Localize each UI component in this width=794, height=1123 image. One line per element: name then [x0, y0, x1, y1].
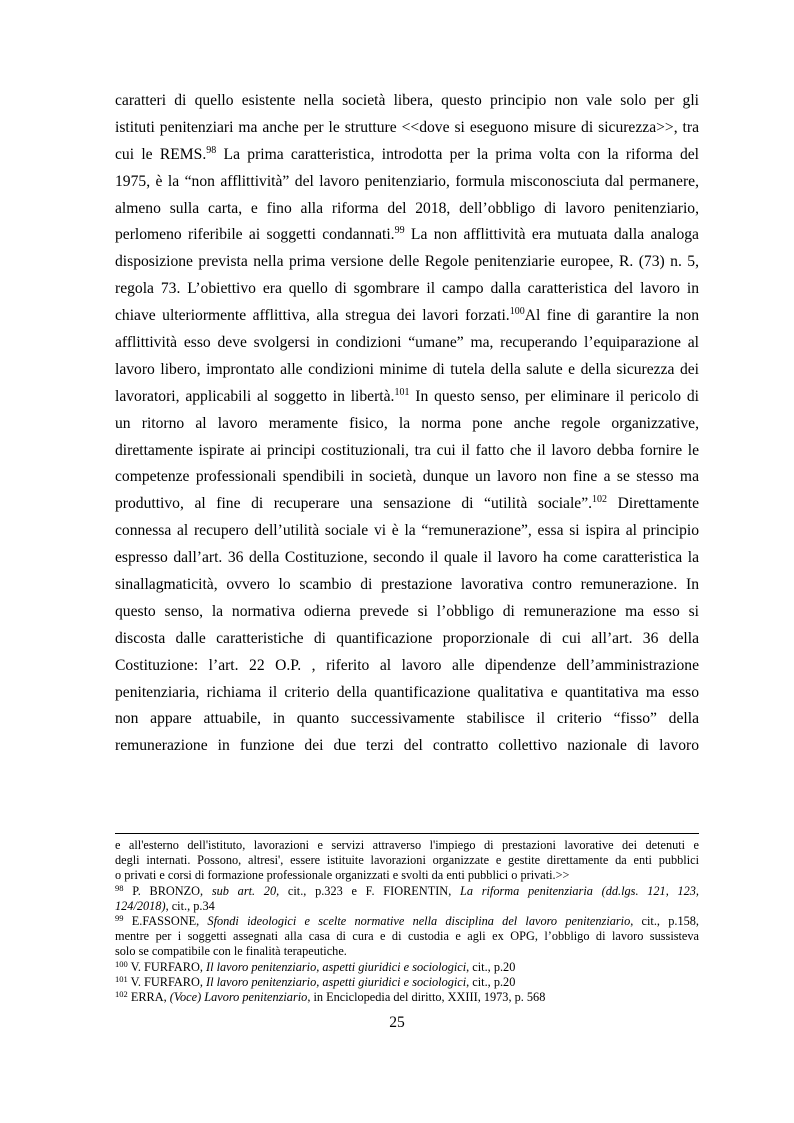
body-line: caratteri di quello esistente nella società libera, questo principio non vale solo per gli	[115, 92, 699, 109]
footnote-99: $^{99}$ E.FASSONE, Sfondi ideologici e scelte normative nella disciplina del lavoro penitenziario, cit., p.158,	[115, 913, 699, 928]
footnote-reference: 101	[394, 386, 410, 398]
body-line: un ritorno al lavoro meramente fisico, la norma pone anche regole organizzative,	[115, 414, 699, 432]
body-line: non appare attuabile, in quanto successivamente stabilisce il criterio “fisso” della	[115, 710, 699, 728]
body-line: afflittività esso deve svolgersi in condizioni “umane” ma, recuperando l’equiparazione al	[115, 334, 699, 352]
footnote-number: 100	[115, 959, 128, 969]
footnote-number: 98	[115, 883, 124, 893]
body-line: connessa al recupero dell’utilità sociale vi è la “remunerazione”, essa si ispira al principio	[115, 522, 699, 540]
body-line: produttivo, al fine di recuperare una sensazione di “utilità sociale”.$^{102}$ Direttamente	[115, 494, 699, 513]
footnote-continuation-line: degli internati. Possono, altresi', essere istituite lavorazioni organizzate e gestite direttamente da enti pubblici	[115, 853, 699, 868]
footnote-separator	[115, 833, 699, 834]
footnote-101: $^{101}$ V. FURFARO, Il lavoro penitenziario, aspetti giuridici e sociologici, cit., p.20	[115, 974, 516, 989]
body-line: istituti penitenziari ma anche per le strutture <<dove si eseguono misure di sicurezza>>, tra	[115, 118, 699, 136]
footnote-continuation-line: o privati e corsi di formazione professionale organizzati e svolti da enti pubblici o privati.>>	[115, 868, 570, 883]
body-line: lavoratori, applicabili al soggetto in libertà.$^{101}$ In questo senso, per eliminare il pericolo di	[115, 386, 699, 405]
footnote-number: 102	[115, 989, 128, 999]
footnotes	[115, 838, 699, 1005]
body-line: remunerazione in funzione dei due terzi del contratto collettivo nazionale di lavoro	[115, 737, 699, 755]
page-number: 25	[389, 1014, 405, 1031]
footnote-99-cont: mentre per i soggetti assegnati alla casa di cura e di custodia e agli ex OPG, l’obbligo di lavoro sussisteva	[115, 929, 699, 944]
body-line: almeno sulla carta, e fino alla riforma del 2018, dell’obbligo di lavoro penitenziario,	[115, 199, 699, 217]
body-line: 1975, è la “non afflittività” del lavoro penitenziario, formula misconosciuta dal permanere,	[115, 172, 699, 190]
footnote-reference: 98	[206, 144, 217, 156]
body-line: penitenziaria, richiama il criterio della quantificazione qualitativa e quantitativa ma esso	[115, 683, 699, 701]
body-line: espresso dall’art. 36 della Costituzione, secondo il quale il lavoro ha come caratteristica la	[115, 549, 699, 567]
footnote-99-cont: solo se compatibile con le finalità terapeutiche.	[115, 944, 347, 959]
body-line: disposizione prevista nella prima versione delle Regole penitenziarie europee, R. (73) n. 5,	[115, 253, 699, 271]
body-line: questo senso, la normativa odierna prevede si l’obbligo di remunerazione ma esso si	[115, 602, 699, 620]
body-line: chiave ulteriormente afflittiva, alla stregua dei lavori forzati.$^{100}$Al fine di garantire la non	[115, 306, 699, 325]
footnote-98-cont: 124/2018), cit., p.34	[115, 898, 215, 913]
body-line: regola 73. L’obiettivo era quello di sgombrare il campo dalla caratteristica del lavoro in	[115, 280, 699, 298]
footnote-98: $^{98}$ P. BRONZO, sub art. 20, cit., p.323 e F. FIORENTIN, La riforma penitenziaria (dd.lgs. 121, 123,	[115, 883, 699, 898]
body-line: cui le REMS.$^{98}$ La prima caratteristica, introdotta per la prima volta con la riforma del	[115, 144, 699, 163]
footnote-100: $^{100}$ V. FURFARO, Il lavoro penitenziario, aspetti giuridici e sociologici, cit., p.20	[115, 959, 516, 974]
body-line: lavoro libero, improntato alle condizioni minime di tutela della salute e della sicurezza dei	[115, 360, 699, 378]
footnote-reference: 100	[509, 306, 525, 318]
footnote-continuation-line: e all'esterno dell'istituto, lavorazioni e servizi attraverso l'impiego di prestazioni lavorative dei detenuti e	[115, 838, 699, 852]
body-line: competenze professionali spendibili in società, dunque un lavoro non fine a se stesso ma	[115, 468, 699, 486]
body-text	[115, 88, 699, 760]
footnote-102: $^{102}$ ERRA, (Voce) Lavoro penitenziario, in Enciclopedia del diritto, XXIII, 1973, p. 568	[115, 989, 546, 1004]
body-line: Costituzione: l’art. 22 O.P. , riferito al lavoro alle dipendenze dell’amministrazione	[115, 656, 699, 674]
body-line: perlomeno riferibile ai soggetti condannati.$^{99}$ La non afflittività era mutuata dalla analoga	[115, 225, 699, 244]
footnote-reference: 102	[592, 494, 608, 506]
footnote-reference: 99	[394, 225, 405, 237]
body-line: discosta dalle caratteristiche di quantificazione proporzionale di cui all’art. 36 della	[115, 629, 699, 647]
footnote-number: 99	[115, 913, 124, 923]
footnote-number: 101	[115, 974, 128, 984]
body-line: sinallagmaticità, ovvero lo scambio di prestazione lavorativa contro remunerazione. In	[115, 576, 699, 594]
body-line: direttamente ispirate ai principi costituzionali, tra cui il fatto che il lavoro debba fornire le	[115, 441, 699, 459]
